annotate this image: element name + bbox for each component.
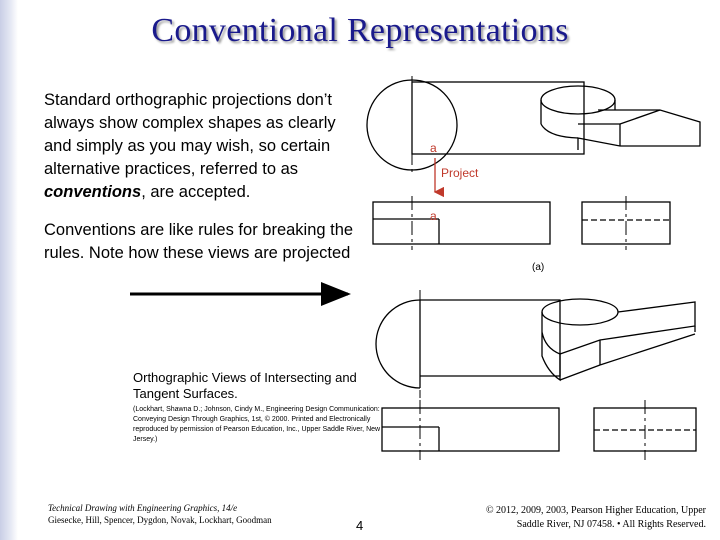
footer-authors: Giesecke, Hill, Spencer, Dygdon, Novak, Lockhart, Goodman bbox=[48, 515, 272, 525]
top-view-b bbox=[376, 290, 560, 398]
paragraph-text: , are accepted. bbox=[141, 183, 251, 201]
front-view-a bbox=[373, 196, 550, 250]
slide-title: Conventional Representations bbox=[151, 12, 569, 49]
label-project: Project bbox=[441, 166, 479, 180]
figure-caption: Orthographic Views of Intersecting and Tangent Surfaces. bbox=[133, 370, 357, 401]
isometric-view-b bbox=[542, 299, 695, 380]
paragraph-rules: Conventions are like rules for breaking the rules. Note how these views are projected bbox=[44, 221, 354, 262]
conventions-term: conventions bbox=[44, 183, 142, 201]
footer-book-info bbox=[48, 502, 278, 526]
front-view-b bbox=[382, 400, 559, 460]
page-number: 4 bbox=[356, 518, 364, 533]
side-view-a bbox=[582, 196, 670, 250]
isometric-view-a bbox=[541, 86, 700, 150]
figure-credit: (Lockhart, Shawna D.; Johnson, Cindy M., Engineering Design Communication: Conveying Design Through Graphics, 1st, © 2000. Printed and Electronically reproduced by permission of Pearson Education, Inc., Upper Saddle River, New Jersey.) bbox=[133, 406, 381, 443]
label-a-top: a bbox=[430, 141, 437, 155]
footer-book-title: Technical Drawing with Engineering Graphics, 14/e bbox=[48, 503, 238, 513]
label-a-bottom: a bbox=[430, 209, 437, 223]
label-figure-a: (a) bbox=[532, 262, 545, 273]
footer-copyright: © 2012, 2009, 2003, Pearson Higher Education, Upper Saddle River, NJ 07458. • All Rights Reserved. bbox=[485, 505, 706, 530]
paragraph-text: Standard orthographic projections don’t always show complex shapes as clearly and simply as you may wish, so certain alternative practices, referred to as bbox=[44, 91, 336, 178]
side-view-b bbox=[594, 400, 696, 460]
